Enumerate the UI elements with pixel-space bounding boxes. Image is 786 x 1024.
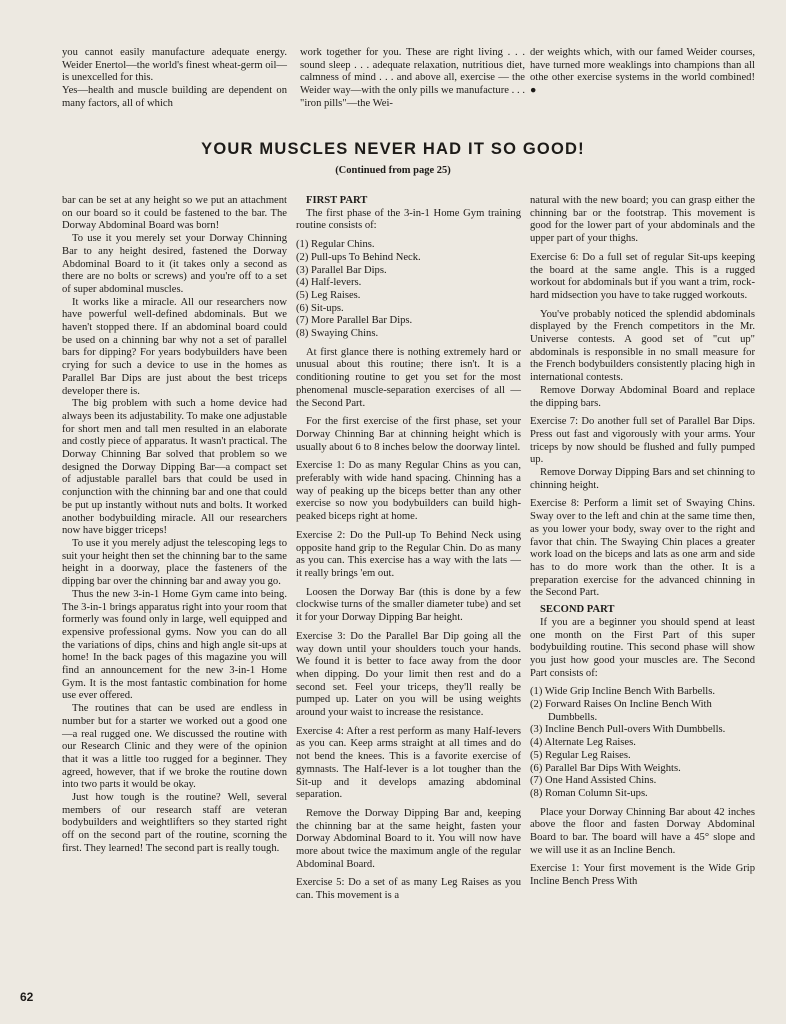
col3-paragraph: You've probably noticed the splendid abdominals displayed by the French competitors in the Mr. Universe contests. A good set of "cut up" abdominals is responsible in no small measure for the French bodybuilders consistently placing high in international contests. bbox=[530, 308, 755, 384]
col1-paragraph: To use it you merely adjust the telescoping legs to suit your height then set the chinning bar to the same height in a doorway, place the fasteners of the dipping bar over the chinning bar and away you go. bbox=[62, 537, 287, 588]
column-2 bbox=[296, 195, 521, 903]
list-item: (3) Incline Bench Pull-overs With Dumbbells. bbox=[530, 724, 726, 736]
col3-paragraph: Exercise 8: Perform a limit set of Swaying Chins. Sway over to the left and chin at the same time then, as you lower your body, sway over to the right and favor that chin. The Swaying Chin places a greater work load on the biceps and lats as one arm and side has to do more work than the other. It is a preparation exercise for the advanced chinning in the Second Part. bbox=[530, 498, 755, 599]
col3-intro: If you are a beginner you should spend at least one month on the First Part of this super bodybuilding routine. This second phase will show you just how good your muscles are. The Second Part consists of: bbox=[530, 616, 755, 679]
list-item: (8) Roman Column Sit-ups. bbox=[530, 787, 648, 799]
list-item: (5) Leg Raises. bbox=[296, 289, 361, 301]
col2-paragraph: Loosen the Dorway Bar (this is done by a few clockwise turns of the smaller diameter tube) and set it for your Dorway Dipping Bar height. bbox=[296, 586, 521, 624]
col2-paragraph: At first glance there is nothing extremely hard or unusual about this routine; there isn't. It is a conditioning routine to get you set for the most phenomenal muscle-separation exercises of all — the Second Part. bbox=[296, 346, 521, 409]
list-item: (5) Regular Leg Raises. bbox=[530, 749, 631, 761]
list-item: (7) More Parallel Bar Dips. bbox=[296, 315, 413, 327]
col1-paragraph: To use it you merely set your Dorway Chinning Bar to any height desired, fastened the Dorway Abdominal Board to it (it takes only a second as there are no bolts or screws) and you're off to a set of super abdominal muscles. bbox=[62, 233, 287, 295]
col2-paragraph: For the first exercise of the first phase, set your Dorway Chinning Bar at chinning height which is usually about 6 to 8 inches below the doorway lintel. bbox=[296, 416, 521, 453]
list-item: (2) Forward Raises On Incline Bench With Dumbbells. bbox=[530, 699, 712, 723]
first-part-list bbox=[296, 239, 521, 341]
list-item: (3) Parallel Bar Dips. bbox=[296, 264, 387, 276]
col1-paragraph: Just how tough is the routine? Well, several members of our research staff are veteran bodybuilders and weightlifters so they started right off on the second part of the routine, scorning the first. They learned! The second part is really tough. bbox=[62, 792, 287, 854]
col3-paragraph: Exercise 7: Do another full set of Parallel Bar Dips. Press out fast and vigorously with your arms. Your triceps by now should be flushed and fully pumped up. bbox=[530, 416, 755, 466]
col1-paragraph: bar can be set at any height so we put an attachment on our board so it could be fastened to the bar. The Dorway Abdominal Board was born! bbox=[62, 195, 287, 232]
top-col2-text: work together for you. These are right living . . . sound sleep . . . adequate relaxation, nutritious diet, calmness of mind . . . and above all, exercise — the Weider way—with the only pills we manufacture . . . "iron pills"—the Wei- bbox=[300, 47, 525, 109]
column-1 bbox=[62, 195, 287, 856]
second-part-list bbox=[530, 686, 755, 800]
list-item: (4) Half-levers. bbox=[296, 277, 362, 289]
col2-paragraph: Exercise 4: After a rest perform as many Half-levers as you can. Keep arms straight at all times and do not bend the knees. This is a favorite exercise of gymnasts. The Half-lever is a lot tougher than the Sit-up and it develops amazing abdominal separation. bbox=[296, 725, 521, 801]
col3-paragraph: Remove Dorway Abdominal Board and replace the dipping bars. bbox=[530, 384, 755, 409]
col2-paragraph: Remove the Dorway Dipping Bar and, keeping the chinning bar at the same height, fasten your Dorway Abdominal Board to it. You will now have more about twice the maximum angle of the regular Abdominal Board. bbox=[296, 807, 521, 870]
list-item: (6) Parallel Bar Dips With Weights. bbox=[530, 762, 681, 774]
col1-paragraph: The big problem with such a home device had always been its adjustability. To make one adjustable for short men and tall men resulted in an elaborate and costly piece of apparatus. It wasn't practical. The Dorway Chinning Bar solved that problem so we designed the Dorway Dipping Bar—a compact set of adjustable parallel bars that could be used in conjunction with the chinning bar and one that could be put up instantly without nuts and bolts. It worked another bodybuilding miracle. All our researchers now have bigger triceps! bbox=[62, 398, 287, 537]
col3-paragraph: Place your Dorway Chinning Bar about 42 inches above the floor and fasten Dorway Abdominal Board to bar. The board will have a 45° slope and we will use it as an Incline Bench. bbox=[530, 806, 755, 856]
list-item: (7) One Hand Assisted Chins. bbox=[530, 775, 657, 787]
col3-paragraph: Remove Dorway Dipping Bars and set chinning to chinning height. bbox=[530, 467, 755, 491]
column-3 bbox=[530, 195, 755, 889]
top-column-3 bbox=[530, 47, 755, 98]
top-col1b-text: Yes—health and muscle building are dependent on many factors, all of which bbox=[62, 85, 287, 109]
col1-paragraph: Thus the new 3-in-1 Home Gym came into being. The 3-in-1 brings apparatus right into your room that formerly was found only in large, well equipped and expensive professional gyms. Now you can do all the variations of dips, chins and high angle sit-ups at home! In the back pages of this magazine you will find an announcement for the new 3-in-1 Home Gym. It is the most fantastic combination for home use ever offered. bbox=[62, 588, 287, 702]
col3-paragraph: Exercise 1: Your first movement is the Wide Grip Incline Bench Press With bbox=[530, 863, 755, 888]
col2-paragraph: Exercise 3: Do the Parallel Bar Dip going all the way down until your shoulders touch your hands. We found it is better to face away from the door when dipping. Do your limit then rest and do a second set. Feel your triceps, they'll really be pumped up. Later on you will be using weights around your waist to increase the resistance. bbox=[296, 630, 521, 719]
top-col3-text: der weights which, with our famed Weider courses, have turned more weaklings into champions than all othe other exercise systems in the world combined! ● bbox=[530, 47, 755, 97]
top-column-1 bbox=[62, 47, 287, 111]
top-column-2 bbox=[300, 47, 525, 111]
col3-paragraph: Exercise 6: Do a full set of regular Sit-ups keeping the board at the same angle. This is a rugged workout for abdominals but if you want a trim, rock-hard midsection you have to take rugged workouts. bbox=[530, 251, 755, 301]
list-item: (4) Alternate Leg Raises. bbox=[530, 737, 636, 749]
headline: YOUR MUSCLES NEVER HAD IT SO GOOD! bbox=[201, 140, 585, 158]
col1-paragraph: The routines that can be used are endless in number but for a starter we worked out a good one—a real rugged one. We discussed the routine with our Research Clinic and they were of the opinion that it was a little too rugged for a beginner. They agreed, however, that if we broke the routine down into two parts it would be okay. bbox=[62, 703, 287, 791]
col1-paragraph: It works like a miracle. All our researchers now have powerful well-defined abdominals. But we haven't stopped there. If an abdominal board could be used on a chinning bar why not a set of parallel bars for dipping? For years bodybuilders have been crying for such a device to use in the homes as Parallel Bar Dips are just about the best triceps developer there is. bbox=[62, 296, 287, 397]
list-item: (2) Pull-ups To Behind Neck. bbox=[296, 251, 421, 263]
list-item: (1) Wide Grip Incline Bench With Barbells. bbox=[530, 686, 715, 698]
col2-paragraph: Exercise 5: Do a set of as many Leg Raises as you can. This movement is a bbox=[296, 877, 521, 902]
list-item: (1) Regular Chins. bbox=[296, 239, 375, 251]
page-number: 62 bbox=[20, 990, 34, 1004]
col2-paragraph: Exercise 1: Do as many Regular Chins as you can, preferably with wide hand spacing. Chinning has a way of peaking up the biceps better than any other exercise so now you bodybuilders can build high-peaked biceps right at home. bbox=[296, 460, 521, 523]
col2-intro: The first phase of the 3-in-1 Home Gym training routine consists of: bbox=[296, 207, 521, 232]
list-item: (6) Sit-ups. bbox=[296, 302, 344, 314]
col3-paragraph: natural with the new board; you can grasp either the chinning bar or the footstrap. This movement is good for the lower part of your abdominals and the upper part of your thighs. bbox=[530, 195, 755, 245]
second-part-subhead: SECOND PART bbox=[540, 604, 615, 616]
first-part-subhead: FIRST PART bbox=[306, 195, 368, 206]
continued-note: (Continued from page 25) bbox=[335, 165, 451, 176]
col2-paragraph: Exercise 2: Do the Pull-up To Behind Neck using opposite hand grip to the Regular Chin. Do as many as you can. This exercise has a way with the lats — it really brings 'em out. bbox=[296, 529, 521, 579]
list-item: (8) Swaying Chins. bbox=[296, 328, 379, 340]
top-col1-text: you cannot easily manufacture adequate energy. Weider Enertol—the world's finest wheat-germ oil—is unexcelled for this. bbox=[62, 47, 287, 84]
